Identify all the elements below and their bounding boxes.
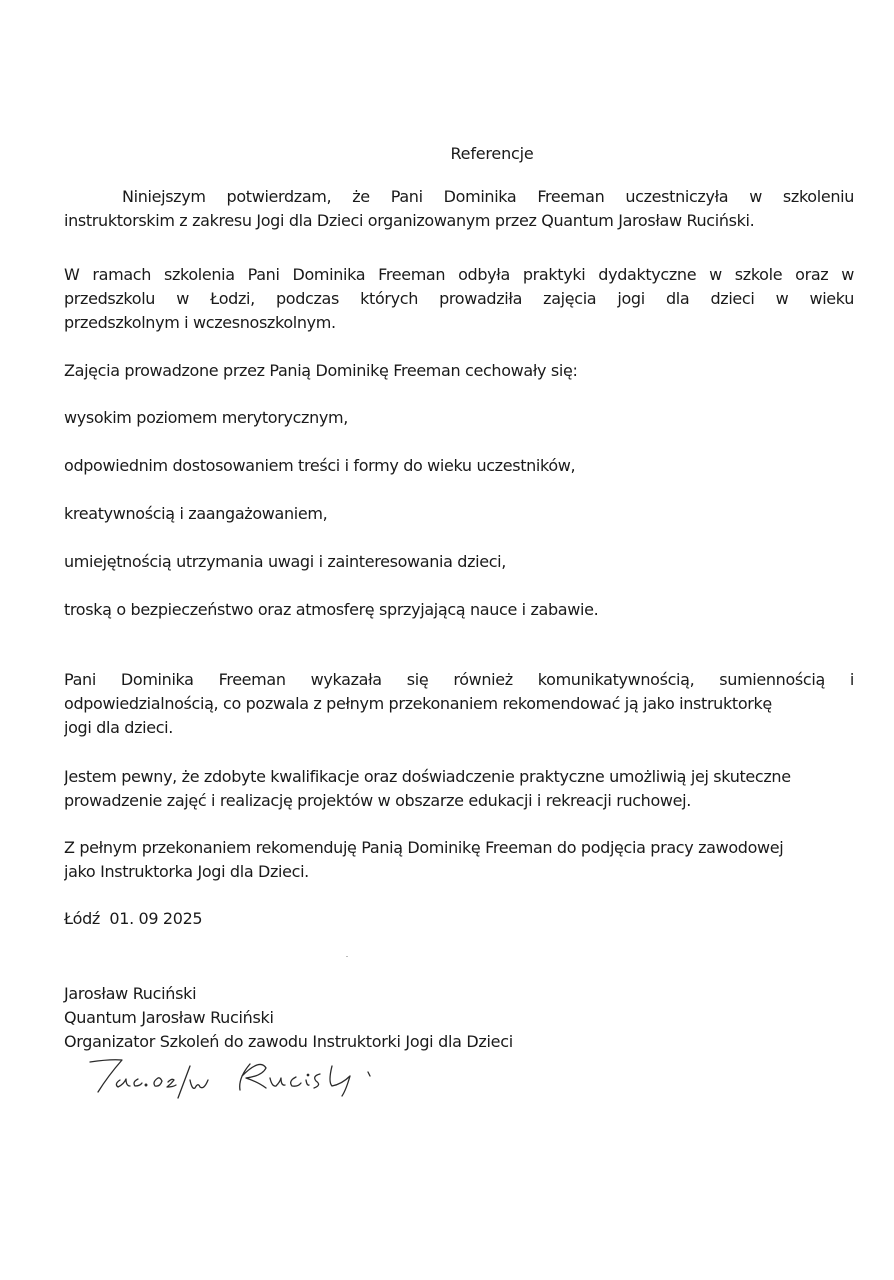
document-title: Referencje <box>450 144 534 163</box>
paragraph-line: W ramach szkolenia Pani Dominika Freeman odbyła praktyki dydaktyczne w szkole oraz w <box>64 265 854 284</box>
signatory-name: Jarosław Ruciński <box>64 984 197 1003</box>
quality-item: odpowiednim dostosowaniem treści i formy do wieku uczestników, <box>64 456 576 475</box>
paragraph-line: prowadzenie zajęć i realizację projektów w obszarze edukacji i rekreacji ruchowej. <box>64 791 691 810</box>
quality-item: wysokim poziomem merytorycznym, <box>64 408 348 427</box>
paragraph-recommendation <box>64 836 854 884</box>
paragraph-intro <box>64 185 854 233</box>
paragraph-line: Z pełnym przekonaniem rekomenduję Panią Dominikę Freeman do podjęcia pracy zawodowej <box>64 838 784 857</box>
paragraph-line: Pani Dominika Freeman wykazała się również komunikatywnością, sumiennością i <box>64 670 854 689</box>
signatory-company: Quantum Jarosław Ruciński <box>64 1008 274 1027</box>
paragraph-line: jogi dla dzieci. <box>64 718 173 737</box>
quality-item: kreatywnością i zaangażowaniem, <box>64 504 328 523</box>
scan-speck <box>346 956 348 957</box>
signatory-block <box>64 982 513 1054</box>
paragraph-line: Jestem pewny, że zdobyte kwalifikacje oraz doświadczenie praktyczne umożliwią jej skuteczne <box>64 767 791 786</box>
paragraph-communication <box>64 668 854 740</box>
paragraph-line: przedszkolu w Łodzi, podczas których prowadziła zajęcia jogi dla dzieci w wieku <box>64 289 854 308</box>
place-date: Łódź 01. 09 2025 <box>64 909 203 928</box>
paragraph-line: Niniejszym potwierdzam, że Pani Dominika Freeman uczestniczyła w szkoleniu <box>122 187 854 206</box>
paragraph-line: jako Instruktorka Jogi dla Dzieci. <box>64 862 309 881</box>
paragraph-qualities-intro: Zajęcia prowadzone przez Panią Dominikę Freeman cechowały się: <box>64 361 578 380</box>
quality-item: troską o bezpieczeństwo oraz atmosferę sprzyjającą nauce i zabawie. <box>64 600 599 619</box>
paragraph-line: odpowiedzialnością, co pozwala z pełnym przekonaniem rekomendować ją jako instruktorkę <box>64 694 772 713</box>
quality-item: umiejętnością utrzymania uwagi i zainteresowania dzieci, <box>64 552 506 571</box>
signatory-role: Organizator Szkoleń do zawodu Instruktorki Jogi dla Dzieci <box>64 1032 513 1051</box>
handwritten-signature-icon <box>80 1054 420 1104</box>
paragraph-line: przedszkolnym i wczesnoszkolnym. <box>64 313 336 332</box>
paragraph-qualifications <box>64 765 854 813</box>
paragraph-line: instruktorskim z zakresu Jogi dla Dzieci organizowanym przez Quantum Jarosław Ruciński. <box>64 211 755 230</box>
paragraph-practice <box>64 263 854 335</box>
